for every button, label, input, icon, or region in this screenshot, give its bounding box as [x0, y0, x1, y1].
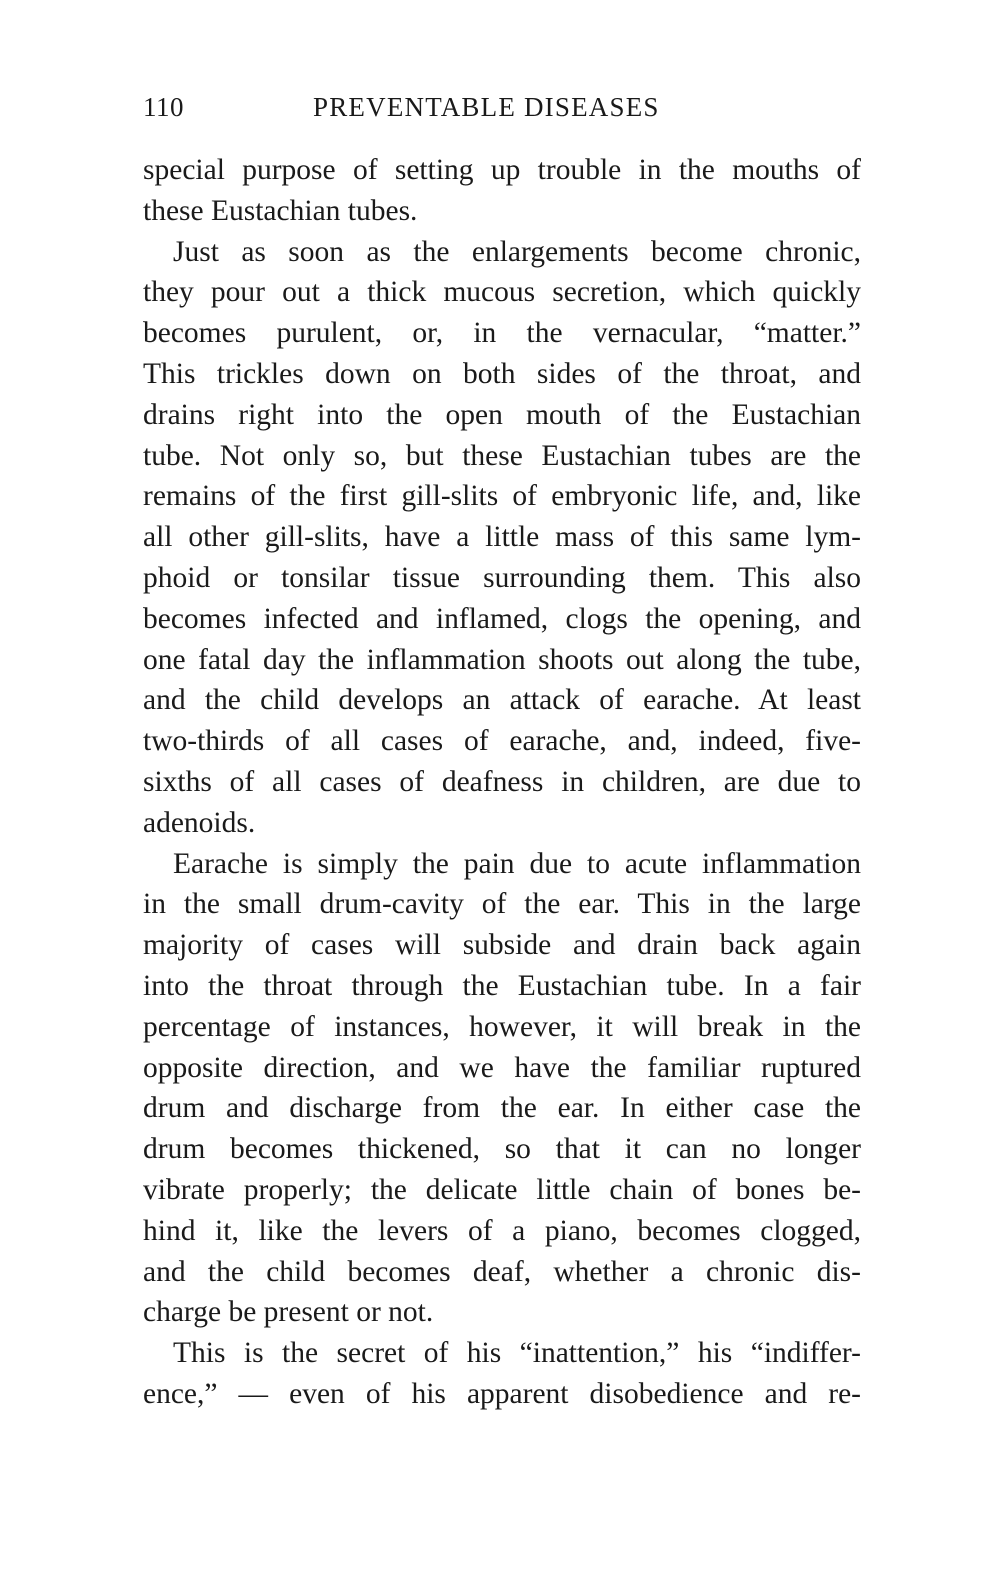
text-line: remains of the first gill-slits of embryonic life, and, like [143, 480, 861, 513]
paragraph [143, 844, 861, 1334]
text-line: sixths of all cases of deafness in children, are due to [143, 765, 861, 798]
text-line: becomes purulent, or, in the vernacular, “matter.” [143, 317, 861, 350]
text-line: drum and discharge from the ear. In either case the [143, 1092, 861, 1125]
text-line: they pour out a thick mucous secretion, which quickly [143, 276, 861, 309]
text-line: Earache is simply the pain due to acute inflammation [173, 847, 861, 880]
text-line: hind it, like the levers of a piano, becomes clogged, [143, 1214, 861, 1247]
text-line: This is the secret of his “inattention,” his “indiffer- [173, 1337, 861, 1370]
text-line: This trickles down on both sides of the throat, and [143, 357, 861, 390]
text-line: Just as soon as the enlargements become chronic, [173, 235, 861, 268]
text-line: opposite direction, and we have the familiar ruptured [143, 1051, 861, 1084]
text-line: tube. Not only so, but these Eustachian tubes are the [143, 439, 861, 472]
body-text [143, 150, 861, 1415]
text-line: majority of cases will subside and drain back again [143, 929, 861, 962]
running-header [143, 92, 863, 132]
text-line: phoid or tonsilar tissue surrounding them. This also [143, 561, 861, 594]
running-title: PREVENTABLE DISEASES [313, 92, 660, 122]
text-line: one fatal day the inflammation shoots out along the tube, [143, 643, 861, 676]
text-line: these Eustachian tubes. [143, 194, 418, 227]
page-number: 110 [143, 92, 184, 122]
paragraph [143, 1333, 861, 1415]
text-line: becomes infected and inflamed, clogs the opening, and [143, 602, 861, 635]
text-line: vibrate properly; the delicate little chain of bones be- [143, 1173, 861, 1206]
text-line: in the small drum-cavity of the ear. This in the large [143, 888, 861, 921]
paragraph [143, 232, 861, 844]
paragraph-continuation [143, 150, 861, 232]
text-line: all other gill-slits, have a little mass of this same lym- [143, 521, 861, 554]
text-line: into the throat through the Eustachian tube. In a fair [143, 969, 861, 1002]
text-line: adenoids. [143, 806, 256, 839]
text-line: charge be present or not. [143, 1296, 434, 1329]
text-line: ence,” — even of his apparent disobedience and re- [143, 1377, 861, 1410]
text-line: percentage of instances, however, it will break in the [143, 1010, 861, 1043]
text-line: drum becomes thickened, so that it can no longer [143, 1133, 861, 1166]
text-line: drains right into the open mouth of the Eustachian [143, 398, 861, 431]
text-line: special purpose of setting up trouble in the mouths of [143, 154, 861, 186]
text-line: and the child becomes deaf, whether a chronic dis- [143, 1255, 861, 1288]
text-line: two-thirds of all cases of earache, and, indeed, five- [143, 725, 861, 758]
text-line: and the child develops an attack of earache. At least [143, 684, 861, 717]
